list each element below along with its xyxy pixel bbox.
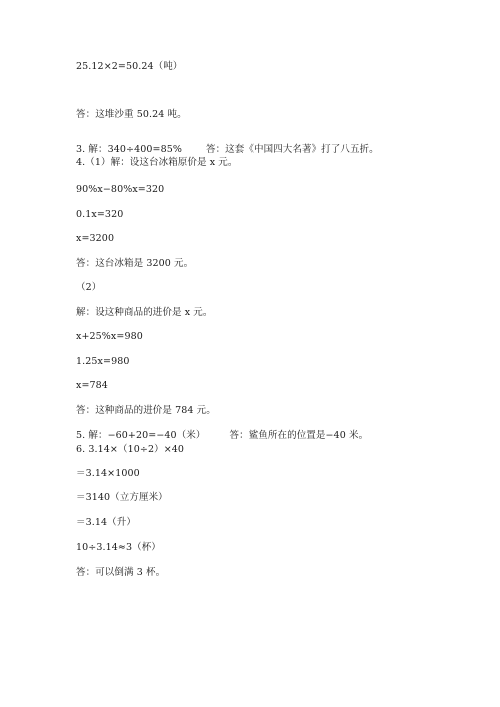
equation-line: ＝3140（立方厘米） (76, 492, 168, 503)
answer-line-cups: 答：可以倒满 3 杯。 (76, 567, 166, 578)
calc-line-sand-weight: 25.12×2=50.24（吨） (76, 61, 183, 72)
problem-5-answer: 答：鲨鱼所在的位置是−40 米。 (229, 430, 369, 441)
equation-line: x+25%x=980 (76, 331, 143, 342)
answer-line-fridge: 答：这台冰箱是 3200 元。 (76, 258, 194, 269)
problem-3-line (76, 144, 379, 156)
equation-line: 0.1x=320 (76, 209, 124, 220)
problem-3-solution: 3. 解：340÷400=85% (76, 144, 182, 155)
equation-line: 10÷3.14≈3（杯） (76, 542, 161, 553)
problem-4-2-label: （2） (76, 282, 102, 293)
problem-4-2-setup: 解：设这种商品的进价是 x 元。 (76, 307, 213, 318)
problem-5-line (76, 430, 368, 442)
answer-line-goods: 答：这种商品的进价是 784 元。 (76, 405, 216, 416)
answer-line-sand: 答：这堆沙重 50.24 吨。 (76, 109, 187, 120)
problem-3-answer: 答：这套《中国四大名著》打了八五折。 (205, 144, 379, 155)
problem-5-solution: 5. 解：−60+20=−40（米） (76, 430, 206, 441)
equation-line: x=3200 (76, 233, 115, 244)
equation-line: ＝3.14（升） (76, 517, 136, 528)
problem-4-1-setup: 4.（1）解：设这台冰箱原价是 x 元。 (76, 157, 238, 168)
problem-6-line: 6. 3.14×（10÷2）×40 (76, 444, 185, 455)
equation-line: x=784 (76, 380, 108, 391)
equation-line: ＝3.14×1000 (76, 468, 140, 479)
equation-line: 1.25x=980 (76, 356, 130, 367)
equation-line: 90%x−80%x=320 (76, 184, 165, 195)
